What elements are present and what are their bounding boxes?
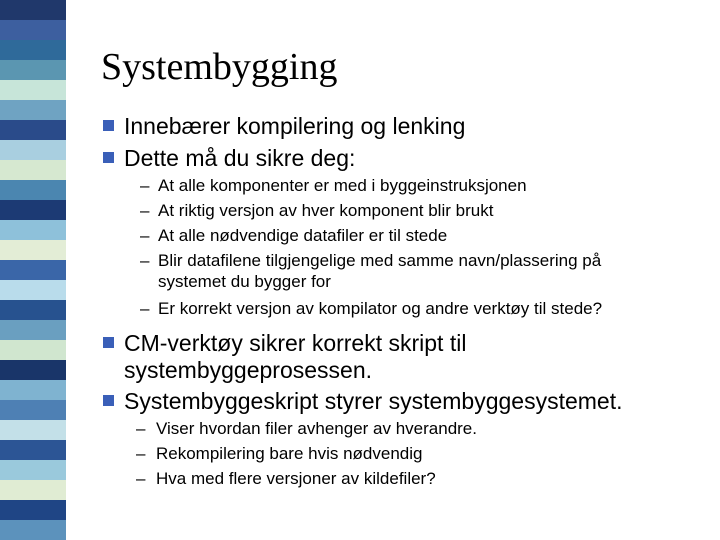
stripe-segment bbox=[0, 200, 66, 220]
square-bullet-icon bbox=[103, 120, 114, 131]
stripe-segment bbox=[0, 320, 66, 340]
stripe-segment bbox=[0, 520, 66, 540]
dash-bullet-icon: – bbox=[136, 419, 146, 438]
stripe-segment bbox=[0, 440, 66, 460]
dash-bullet-icon: – bbox=[140, 251, 150, 270]
stripe-segment bbox=[0, 40, 66, 60]
sub-bullet-text: Viser hvordan filer avhenger av hverandre. bbox=[156, 419, 477, 438]
dash-bullet-icon: – bbox=[140, 176, 150, 195]
bullet-text-continuation: systembyggeprosessen. bbox=[124, 357, 373, 383]
sub-bullet-text: Er korrekt versjon av kompilator og andre verktøy til stede? bbox=[158, 299, 603, 318]
bullet-text: Dette må du sikre deg: bbox=[124, 145, 356, 171]
stripe-segment bbox=[0, 480, 66, 500]
stripe-segment bbox=[0, 180, 66, 200]
stripe-segment bbox=[0, 160, 66, 180]
slide-title: Systembygging bbox=[101, 46, 338, 88]
stripe-segment bbox=[0, 340, 66, 360]
dash-bullet-icon: – bbox=[140, 299, 150, 318]
stripe-segment bbox=[0, 420, 66, 440]
stripe-segment bbox=[0, 240, 66, 260]
stripe-segment bbox=[0, 80, 66, 100]
stripe-segment bbox=[0, 360, 66, 380]
sub-bullet-text: At alle nødvendige datafiler er til stede bbox=[158, 226, 448, 245]
stripe-segment bbox=[0, 20, 66, 40]
stripe-segment bbox=[0, 140, 66, 160]
square-bullet-icon bbox=[103, 395, 114, 406]
stripe-segment bbox=[0, 380, 66, 400]
stripe-segment bbox=[0, 280, 66, 300]
dash-bullet-icon: – bbox=[140, 226, 150, 245]
sub-bullet-text: Blir datafilene tilgjengelige med samme navn/plassering på bbox=[158, 251, 602, 270]
sub-bullet-text: Hva med flere versjoner av kildefiler? bbox=[156, 469, 436, 488]
stripe-segment bbox=[0, 400, 66, 420]
stripe-segment bbox=[0, 220, 66, 240]
stripe-segment bbox=[0, 260, 66, 280]
sub-bullet-text: At alle komponenter er med i byggeinstruksjonen bbox=[158, 176, 527, 195]
dash-bullet-icon: – bbox=[136, 469, 146, 488]
bullet-text: Systembyggeskript styrer systembyggesystemet. bbox=[124, 388, 623, 414]
bullet-text: Innebærer kompilering og lenking bbox=[124, 113, 466, 139]
square-bullet-icon bbox=[103, 337, 114, 348]
square-bullet-icon bbox=[103, 152, 114, 163]
decorative-stripe bbox=[0, 0, 66, 540]
stripe-segment bbox=[0, 500, 66, 520]
bullet-text: CM-verktøy sikrer korrekt skript til bbox=[124, 330, 467, 356]
stripe-segment bbox=[0, 120, 66, 140]
stripe-segment bbox=[0, 300, 66, 320]
dash-bullet-icon: – bbox=[136, 444, 146, 463]
sub-bullet-text: At riktig versjon av hver komponent blir brukt bbox=[158, 201, 494, 220]
stripe-segment bbox=[0, 60, 66, 80]
dash-bullet-icon: – bbox=[140, 201, 150, 220]
stripe-segment bbox=[0, 100, 66, 120]
sub-bullet-text: Rekompilering bare hvis nødvendig bbox=[156, 444, 423, 463]
stripe-segment bbox=[0, 0, 66, 20]
sub-bullet-text-continuation: systemet du bygger for bbox=[158, 272, 331, 291]
stripe-segment bbox=[0, 460, 66, 480]
